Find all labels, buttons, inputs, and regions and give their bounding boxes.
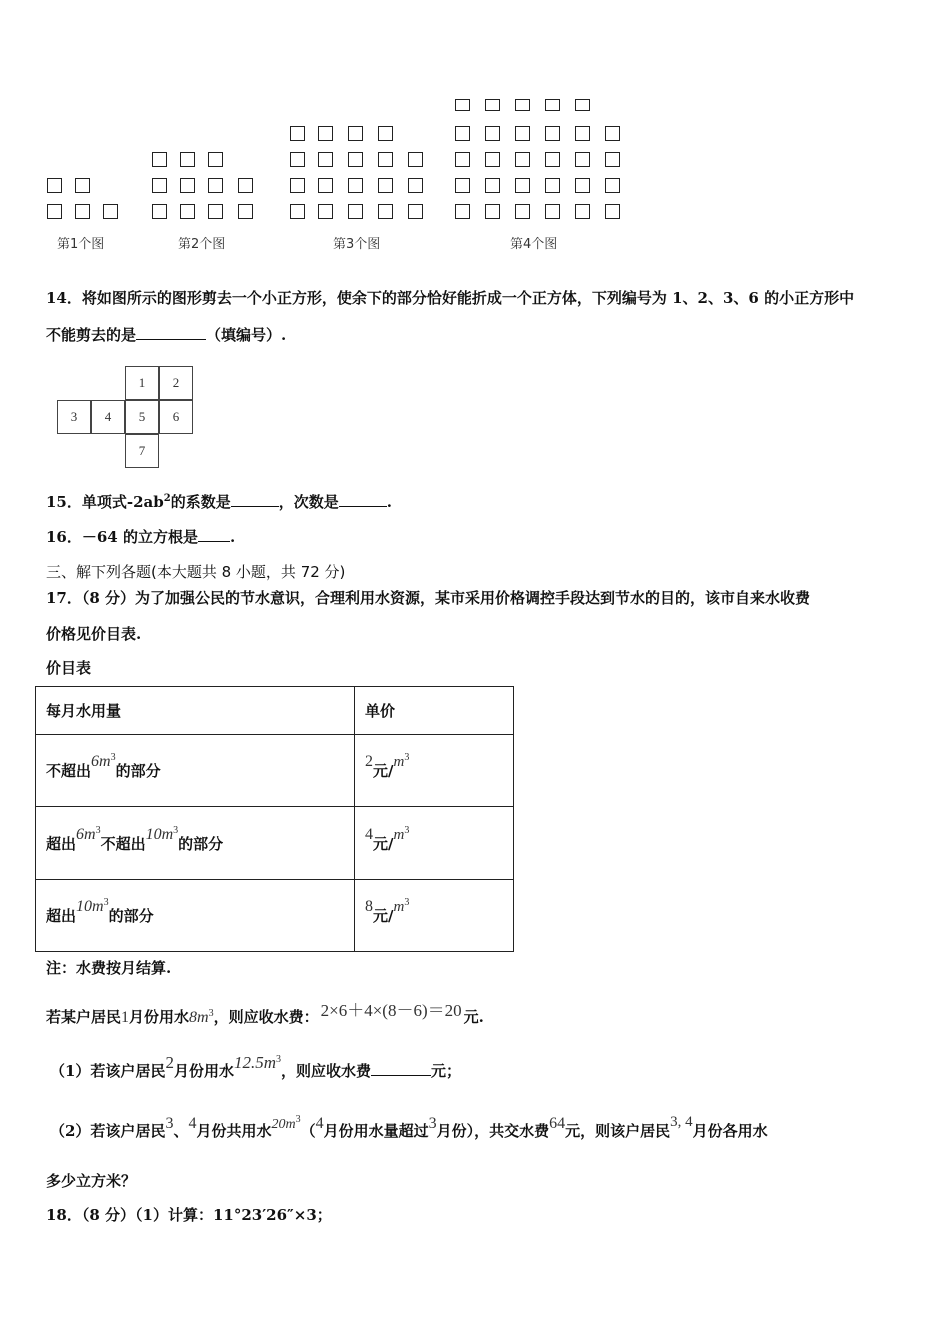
answer-blank[interactable] xyxy=(136,325,206,340)
square xyxy=(75,204,90,219)
header-cell: 单价 xyxy=(355,687,514,735)
square xyxy=(103,204,118,219)
table-header-row xyxy=(36,687,514,735)
usage-cell: 超出$6m^3$不超出$10m^3$的部分 xyxy=(36,807,355,880)
square xyxy=(47,178,62,193)
figure-caption: 第2个图 xyxy=(178,237,226,252)
net-cell-4: 4 xyxy=(91,400,125,434)
square xyxy=(47,204,62,219)
q14-line1: 14．将如图所示的图形剪去一个小正方形，使余下的部分恰好能折成一个正方体，下列编号为 1、2、3、6 的小正方形中 xyxy=(46,289,855,307)
answer-blank[interactable] xyxy=(339,492,387,507)
net-cell-6: 6 xyxy=(159,400,193,434)
q17-example: 若某户居民1月份用水$8m^3$，则应收水费： 2×6＋4×(8－6)＝20 元. xyxy=(46,1001,484,1026)
square xyxy=(75,178,90,193)
net-cell-3: 3 xyxy=(57,400,91,434)
table-row xyxy=(36,880,514,952)
figure-caption: 第1个图 xyxy=(57,237,105,252)
figure-caption: 第3个图 xyxy=(333,237,381,252)
usage-cell: 超出$10m^3$的部分 xyxy=(36,880,355,952)
net-cell-2: 2 xyxy=(159,366,193,400)
header-cell: 每月水用量 xyxy=(36,687,355,735)
table-row xyxy=(36,807,514,880)
section-heading: 三、解下列各题(本大题共 8 小题，共 72 分) xyxy=(46,563,346,581)
q16: 16．－64 的立方根是 . xyxy=(46,528,236,546)
net-cell-1: 1 xyxy=(125,366,159,400)
usage-cell: 不超出$6m^3$的部分 xyxy=(36,735,355,807)
price-cell: 2元$/m^3$ xyxy=(355,735,514,807)
answer-blank[interactable] xyxy=(198,527,230,542)
q17-sub1: （1）若该户居民2月份用水$12.5m^3$，则应收水费 元； xyxy=(50,1053,462,1080)
answer-blank[interactable] xyxy=(371,1061,431,1076)
table-row xyxy=(36,735,514,807)
q17-line1: 17．（8 分）为了加强公民的节水意识，合理利用水资源，某市采用价格调控手段达到节水的目的，该市自来水收费 xyxy=(46,589,811,607)
price-cell: 8元$/m^3$ xyxy=(355,880,514,952)
net-cell-5: 5 xyxy=(125,400,159,434)
answer-blank[interactable] xyxy=(231,492,279,507)
q15: 15．单项式$-2ab^2$的系数是 ，次数是 . xyxy=(46,493,392,511)
q17-sub2: （2）若该户居民3、4月份共用水$20m^3(4$月份用水量超过3月份），共交水费64元，则该户居民3, 4月份各用水 xyxy=(50,1114,768,1140)
table-title: 价目表 xyxy=(46,659,92,677)
figure-caption: 第4个图 xyxy=(510,237,558,252)
q18-line1: 18．（8 分）（1）计算：11°23′26″×3； xyxy=(46,1206,332,1224)
price-cell: 4元$/m^3$ xyxy=(355,807,514,880)
note: 注：水费按月结算. xyxy=(46,959,172,977)
q14-line2: 不能剪去的是 （填编号）. xyxy=(46,326,287,344)
price-table xyxy=(35,686,514,952)
q17-line2: 价格见价目表. xyxy=(46,625,142,643)
net-cell-7: 7 xyxy=(125,434,159,468)
q17-sub2-line2: 多少立方米？ xyxy=(46,1172,137,1190)
